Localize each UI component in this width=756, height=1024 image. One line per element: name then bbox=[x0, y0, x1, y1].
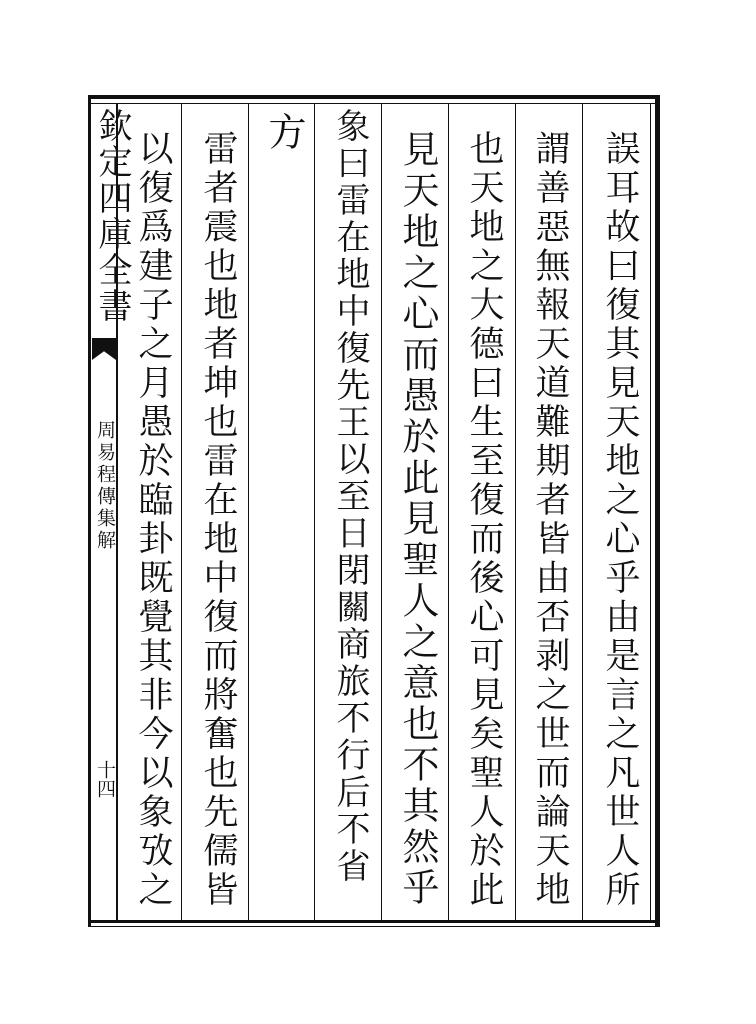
text-column-3: 也天地之大德曰生至復而後心可見矣聖人於此 bbox=[464, 130, 504, 910]
book-title: 周易程傳集解 bbox=[94, 420, 116, 552]
text-column-5: 象曰雷在地中復先王以至日閉關商旅不行后不省 bbox=[330, 108, 370, 885]
column-divider bbox=[381, 103, 382, 921]
column-divider bbox=[248, 103, 249, 921]
text-column-6: 方 bbox=[262, 112, 306, 154]
text-column-8: 以復爲建子之月愚於臨卦既覺其非今以象攷之 bbox=[133, 130, 173, 910]
column-divider bbox=[181, 103, 182, 921]
column-divider bbox=[448, 103, 449, 921]
bottom-border-inner bbox=[88, 926, 660, 927]
top-border bbox=[88, 95, 660, 99]
text-column-1: 誤耳故曰復其見天地之心乎由是言之凡世人所 bbox=[600, 130, 640, 910]
collection-title: 欽定四庫全書 bbox=[92, 108, 132, 324]
column-divider bbox=[314, 103, 315, 921]
text-column-4: 見天地之心而愚於此見聖人之意也不其然乎 bbox=[396, 130, 439, 909]
column-divider bbox=[582, 103, 583, 921]
fish-tail-mark bbox=[92, 338, 116, 360]
bottom-border bbox=[88, 920, 660, 923]
right-border bbox=[655, 95, 660, 927]
column-divider bbox=[515, 103, 516, 921]
text-column-2: 謂善惡無報天道難期者皆由否剥之世而論天地 bbox=[530, 130, 570, 910]
page-number: 十四 bbox=[94, 760, 116, 798]
text-column-7: 雷者震也地者坤也雷在地中復而將奮也先儒皆 bbox=[198, 130, 238, 910]
top-border-inner bbox=[88, 103, 660, 104]
right-border-inner bbox=[650, 103, 651, 923]
